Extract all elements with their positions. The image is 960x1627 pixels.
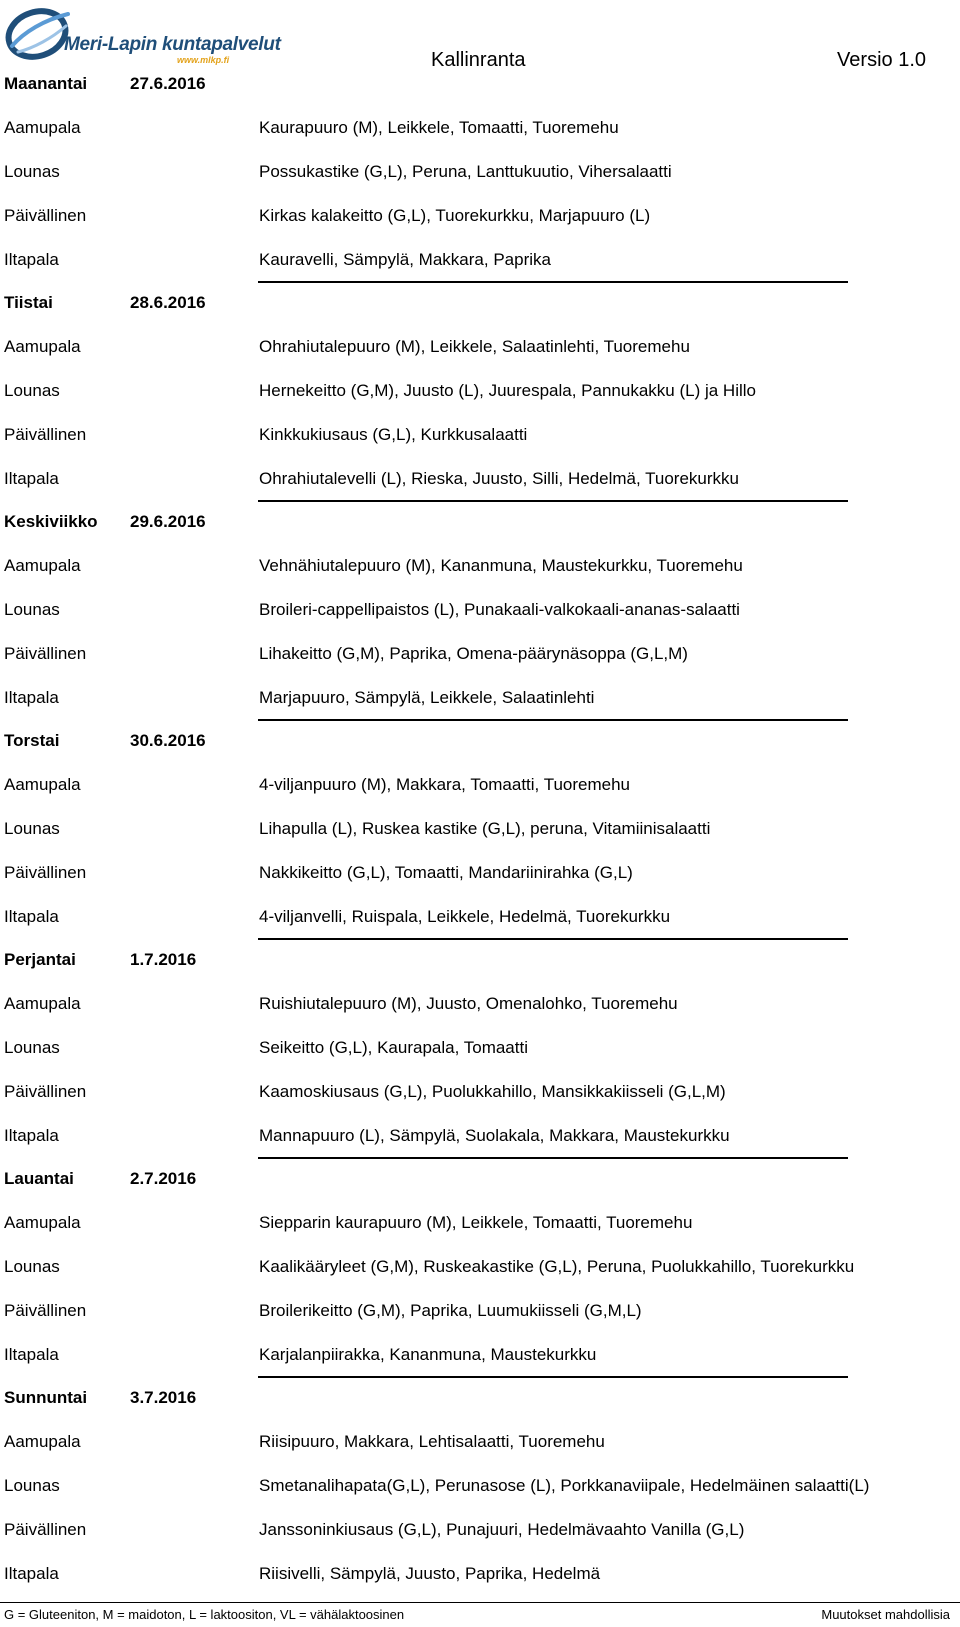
meal-row	[0, 1118, 960, 1162]
meal-label: Lounas	[4, 1476, 60, 1495]
meal-text: Kauravelli, Sämpylä, Makkara, Paprika	[259, 250, 551, 269]
meal-label: Päivällinen	[4, 425, 87, 444]
diet-legend: G = Gluteeniton, M = maidoton, L = laktoositon, VL = vähälaktoosinen	[4, 1607, 405, 1622]
day-name: Sunnuntai	[4, 1388, 88, 1407]
meal-label: Lounas	[4, 381, 60, 400]
day-section	[0, 1161, 960, 1380]
meal-row	[0, 242, 960, 286]
day-header	[0, 723, 960, 767]
meal-row	[0, 110, 960, 154]
day-header	[0, 66, 960, 110]
meal-row	[0, 154, 960, 198]
day-divider	[258, 719, 848, 721]
meal-label: Iltapala	[4, 250, 59, 269]
day-divider	[258, 500, 848, 502]
meal-row	[0, 373, 960, 417]
meal-row	[0, 548, 960, 592]
meal-label: Aamupala	[4, 118, 81, 137]
day-date: 1.7.2016	[130, 950, 197, 969]
logo-title: Meri-Lapin kuntapalvelut	[64, 34, 281, 55]
meal-label: Aamupala	[4, 556, 81, 575]
weekly-menu	[0, 66, 960, 1599]
meal-text: Broileri-cappellipaistos (L), Punakaali-valkokaali-ananas-salaatti	[259, 600, 740, 619]
meal-label: Päivällinen	[4, 1082, 87, 1101]
changes-note: Muutokset mahdollisia	[821, 1607, 950, 1622]
meal-row	[0, 1512, 960, 1556]
meal-label: Päivällinen	[4, 1301, 87, 1320]
day-section	[0, 942, 960, 1161]
day-date: 28.6.2016	[130, 293, 206, 312]
meal-label: Iltapala	[4, 907, 59, 926]
meal-row	[0, 811, 960, 855]
meal-label: Aamupala	[4, 337, 81, 356]
meal-label: Aamupala	[4, 1432, 81, 1451]
meal-text: Broilerikeitto (G,M), Paprika, Luumukiisseli (G,M,L)	[259, 1301, 642, 1320]
meal-text: 4-viljanpuuro (M), Makkara, Tomaatti, Tuoremehu	[259, 775, 631, 794]
day-section	[0, 285, 960, 504]
meal-text: Kirkas kalakeitto (G,L), Tuorekurkku, Marjapuuro (L)	[259, 206, 651, 225]
meal-row	[0, 1249, 960, 1293]
meal-row	[0, 1293, 960, 1337]
meal-text: Riisivelli, Sämpylä, Juusto, Paprika, Hedelmä	[259, 1564, 601, 1583]
day-date: 2.7.2016	[130, 1169, 197, 1188]
meal-row	[0, 592, 960, 636]
day-section	[0, 723, 960, 942]
meal-row	[0, 1205, 960, 1249]
meal-label: Aamupala	[4, 1213, 81, 1232]
day-name: Keskiviikko	[4, 512, 98, 531]
meal-text: Vehnähiutalepuuro (M), Kananmuna, Maustekurkku, Tuoremehu	[259, 556, 743, 575]
meal-text: Lihakeitto (G,M), Paprika, Omena-päärynäsoppa (G,L,M)	[259, 644, 688, 663]
meal-label: Iltapala	[4, 1126, 59, 1145]
meal-row	[0, 1424, 960, 1468]
meal-text: Kaalikääryleet (G,M), Ruskeakastike (G,L), Peruna, Puolukkahillo, Tuorekurkku	[259, 1257, 855, 1276]
meal-text: Kinkkukiusaus (G,L), Kurkkusalaatti	[259, 425, 528, 444]
day-divider	[258, 1157, 848, 1159]
day-section	[0, 1380, 960, 1599]
meal-text: Possukastike (G,L), Peruna, Lanttukuutio, Vihersalaatti	[259, 162, 672, 181]
day-date: 27.6.2016	[130, 74, 206, 93]
meal-text: Siepparin kaurapuuro (M), Leikkele, Tomaatti, Tuoremehu	[259, 1213, 693, 1232]
meal-row	[0, 767, 960, 811]
meal-text: Seikeitto (G,L), Kaurapala, Tomaatti	[259, 1038, 528, 1057]
meal-row	[0, 1468, 960, 1512]
meal-label: Päivällinen	[4, 206, 87, 225]
meal-text: Janssoninkiusaus (G,L), Punajuuri, Hedelmävaahto Vanilla (G,L)	[259, 1520, 745, 1539]
day-date: 29.6.2016	[130, 512, 206, 531]
day-name: Lauantai	[4, 1169, 74, 1188]
meal-text: Ohrahiutalepuuro (M), Leikkele, Salaatinlehti, Tuoremehu	[259, 337, 690, 356]
meal-label: Lounas	[4, 162, 60, 181]
day-header	[0, 504, 960, 548]
meal-label: Aamupala	[4, 994, 81, 1013]
meal-text: Ruishiutalepuuro (M), Juusto, Omenalohko, Tuoremehu	[259, 994, 678, 1013]
logo-url[interactable]: www.mlkp.fi	[177, 55, 230, 65]
meal-text: Lihapulla (L), Ruskea kastike (G,L), peruna, Vitamiinisalaatti	[259, 819, 711, 838]
day-date: 3.7.2016	[130, 1388, 197, 1407]
meal-row	[0, 1030, 960, 1074]
day-header	[0, 942, 960, 986]
meal-row	[0, 986, 960, 1030]
day-divider	[258, 938, 848, 940]
meal-text: Hernekeitto (G,M), Juusto (L), Juurespala, Pannukakku (L) ja Hillo	[259, 381, 756, 400]
logo	[4, 2, 281, 65]
meal-text: 4-viljanvelli, Ruispala, Leikkele, Hedelmä, Tuorekurkku	[259, 907, 671, 926]
meal-label: Päivällinen	[4, 863, 87, 882]
meal-label: Iltapala	[4, 469, 59, 488]
meal-row	[0, 855, 960, 899]
day-divider	[258, 281, 848, 283]
meal-row	[0, 1074, 960, 1118]
day-section	[0, 504, 960, 723]
meal-text: Kaamoskiusaus (G,L), Puolukkahillo, Mansikkakiisseli (G,L,M)	[259, 1082, 726, 1101]
meal-row	[0, 1337, 960, 1381]
meal-label: Aamupala	[4, 775, 81, 794]
meal-label: Iltapala	[4, 1564, 59, 1583]
meal-text: Marjapuuro, Sämpylä, Leikkele, Salaatinlehti	[259, 688, 595, 707]
meal-label: Lounas	[4, 1038, 60, 1057]
meal-label: Iltapala	[4, 1345, 59, 1364]
day-section	[0, 66, 960, 285]
meal-label: Lounas	[4, 600, 60, 619]
meal-label: Iltapala	[4, 688, 59, 707]
day-name: Perjantai	[4, 950, 76, 969]
meal-row	[0, 680, 960, 724]
location-name: Kallinranta	[431, 49, 526, 71]
meal-row	[0, 899, 960, 943]
page-footer	[0, 1602, 960, 1625]
meal-row	[0, 329, 960, 373]
meal-text: Riisipuuro, Makkara, Lehtisalaatti, Tuoremehu	[259, 1432, 605, 1451]
day-header	[0, 285, 960, 329]
meal-label: Päivällinen	[4, 644, 87, 663]
meal-text: Ohrahiutalevelli (L), Rieska, Juusto, Silli, Hedelmä, Tuorekurkku	[259, 469, 739, 488]
meal-row	[0, 198, 960, 242]
meal-row	[0, 461, 960, 505]
meal-row	[0, 417, 960, 461]
day-name: Maanantai	[4, 74, 88, 93]
day-divider	[258, 1376, 848, 1378]
meal-text: Smetanalihapata(G,L), Perunasose (L), Porkkanaviipale, Hedelmäinen salaatti(L)	[259, 1476, 870, 1495]
meal-row	[0, 1556, 960, 1600]
day-name: Torstai	[4, 731, 60, 750]
day-header	[0, 1161, 960, 1205]
meal-text: Karjalanpiirakka, Kananmuna, Maustekurkku	[259, 1345, 597, 1364]
meal-text: Nakkikeitto (G,L), Tomaatti, Mandariinirahka (G,L)	[259, 863, 633, 882]
meal-text: Kaurapuuro (M), Leikkele, Tomaatti, Tuoremehu	[259, 118, 619, 137]
meal-label: Lounas	[4, 1257, 60, 1276]
version-label: Versio 1.0	[837, 49, 926, 71]
meal-row	[0, 636, 960, 680]
meal-text: Mannapuuro (L), Sämpylä, Suolakala, Makkara, Maustekurkku	[259, 1126, 730, 1145]
day-name: Tiistai	[4, 293, 53, 312]
day-date: 30.6.2016	[130, 731, 206, 750]
meal-label: Päivällinen	[4, 1520, 87, 1539]
meal-label: Lounas	[4, 819, 60, 838]
day-header	[0, 1380, 960, 1424]
